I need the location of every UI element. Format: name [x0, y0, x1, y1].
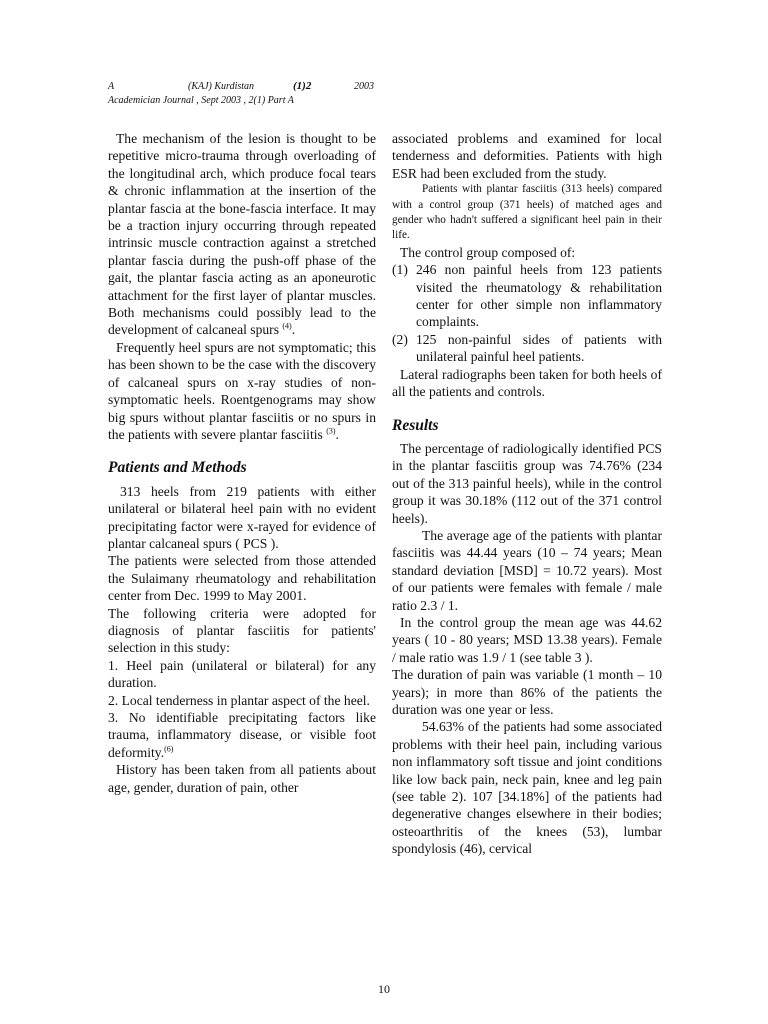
- paragraph-associated: 54.63% of the patients had some associated problems with their heel pain, including various non inflammatory soft tissue and joint conditions like low back pain, neck pain, knee and leg pain (see table 2). 107 [34.18%] of the patients had degenerative changes elsewhere in their bodies; osteoarthritis of the knees (53), lumbar spondylosis (46), cervical: [392, 719, 662, 857]
- header-issue: (1)2: [293, 80, 312, 92]
- paragraph-average-age: The average age of the patients with plantar fasciitis was 44.44 years (10 – 74 years; Mean standard deviation [MSD] = 10.72 years). Most of our patients were females with female / male ratio 2.3 / 1.: [392, 527, 662, 613]
- section-heading-results: Results: [392, 416, 439, 434]
- header-letter: A: [108, 81, 115, 92]
- paragraph-control-age: In the control group the mean age was 44.62 years ( 10 - 80 years; MSD 13.38 years). Female / male ratio was 1.9 / 1 (see table 3 ).: [392, 614, 662, 665]
- paragraph-criteria-intro: The following criteria were adopted for diagnosis of plantar fasciitis for patients' selection in this study:: [108, 605, 376, 656]
- list-text: 125 non-painful sides of patients with unilateral painful heel patients.: [416, 331, 662, 365]
- criterion-1: 1. Heel pain (unilateral or bilateral) for any duration.: [108, 657, 376, 691]
- paragraph-sample: 313 heels from 219 patients with either unilateral or bilateral heel pain with no evident precipitating factor were x-rayed for evidence of plantar calcaneal spurs ( PCS ).: [108, 483, 376, 551]
- paragraph-examination: associated problems and examined for local tenderness and deformities. Patients with high ESR had been excluded from the study.: [392, 131, 662, 181]
- paragraph-history: History has been taken from all patients about age, gender, duration of pain, other: [108, 762, 376, 795]
- right-column: [392, 130, 662, 858]
- punctuation: .: [291, 322, 296, 338]
- journal-citation-line: Academician Journal , Sept 2003 , 2(1) Part A: [108, 95, 294, 106]
- control-list-item: [392, 331, 662, 366]
- paragraph-comparison: Patients with plantar fasciitis (313 heels) compared with a control group (371 heels) of matched ages and gender who hadn't suffered a significant heel pain in their life.: [392, 183, 662, 242]
- header-journal-short: (KAJ) Kurdistan: [188, 81, 255, 92]
- section-heading-methods: Patients and Methods: [108, 459, 247, 477]
- paragraph-selection: The patients were selected from those attended the Sulaimany rheumatology and rehabilitation center from Dec. 1999 to May 2001.: [108, 553, 376, 604]
- paragraph-mechanism: [108, 130, 376, 339]
- left-column: [108, 130, 376, 796]
- list-number: (2): [392, 331, 408, 347]
- criterion-3-text: 3. No identifiable precipitating factors like trauma, inflammatory disease, or visible foot deformity.: [108, 710, 376, 760]
- paragraph-duration: The duration of pain was variable (1 month – 10 years); in more than 86% of the patients the duration was one year or less.: [392, 667, 662, 717]
- page-number: 10: [378, 982, 390, 996]
- citation-ref: (6): [164, 744, 174, 754]
- paragraph-mechanism-text: The mechanism of the lesion is thought to be repetitive micro-trauma through overloading of the longitudinal arch, which produce focal tears & chronic inflammation at the insertion of the plantar fascia at the bone-fascia interface. It may be a traction injury occurring through repeated intrinsic muscle contraction against a stretched plantar fascia during the push-off phase of the gait, the plantar fascia acting as an aponeurotic attachment for the first layer of plantar muscles. Both mechanisms could possibly lead to the development of calcaneal spurs: [108, 131, 376, 338]
- paragraph-heel-spurs-text: Frequently heel spurs are not symptomatic; this has been shown to be the case with the discovery of calcaneal spurs on x-ray studies of non-symptomatic heels. Roentgenograms may show big spurs without plantar fasciitis or no spurs in the patients with severe plantar fasciitis: [108, 339, 376, 442]
- paragraph-control-intro: The control group composed of:: [400, 244, 576, 260]
- paragraph-heel-spurs: [108, 339, 376, 443]
- paragraph-radiographs: Lateral radiographs been taken for both heels of all the patients and controls.: [392, 366, 662, 400]
- list-number: (1): [392, 262, 408, 278]
- citation-ref: (4): [282, 321, 292, 331]
- header-year: 2003: [354, 81, 374, 92]
- punctuation: .: [335, 426, 339, 442]
- list-text: 246 non painful heels from 123 patients visited the rheumatology & rehabilitation center for other simple non inflammatory complaints.: [416, 262, 662, 330]
- criterion-2: 2. Local tenderness in plantar aspect of the heel.: [108, 692, 370, 708]
- paragraph-percentage: The percentage of radiologically identified PCS in the plantar fasciitis group was 74.76% (234 out of the 313 painful heels), while in the control group it was 30.18% (112 out of the 371 control heels).: [392, 440, 662, 526]
- control-list-item: [392, 261, 662, 331]
- criterion-3: [108, 709, 376, 761]
- citation-ref: (3): [326, 426, 336, 436]
